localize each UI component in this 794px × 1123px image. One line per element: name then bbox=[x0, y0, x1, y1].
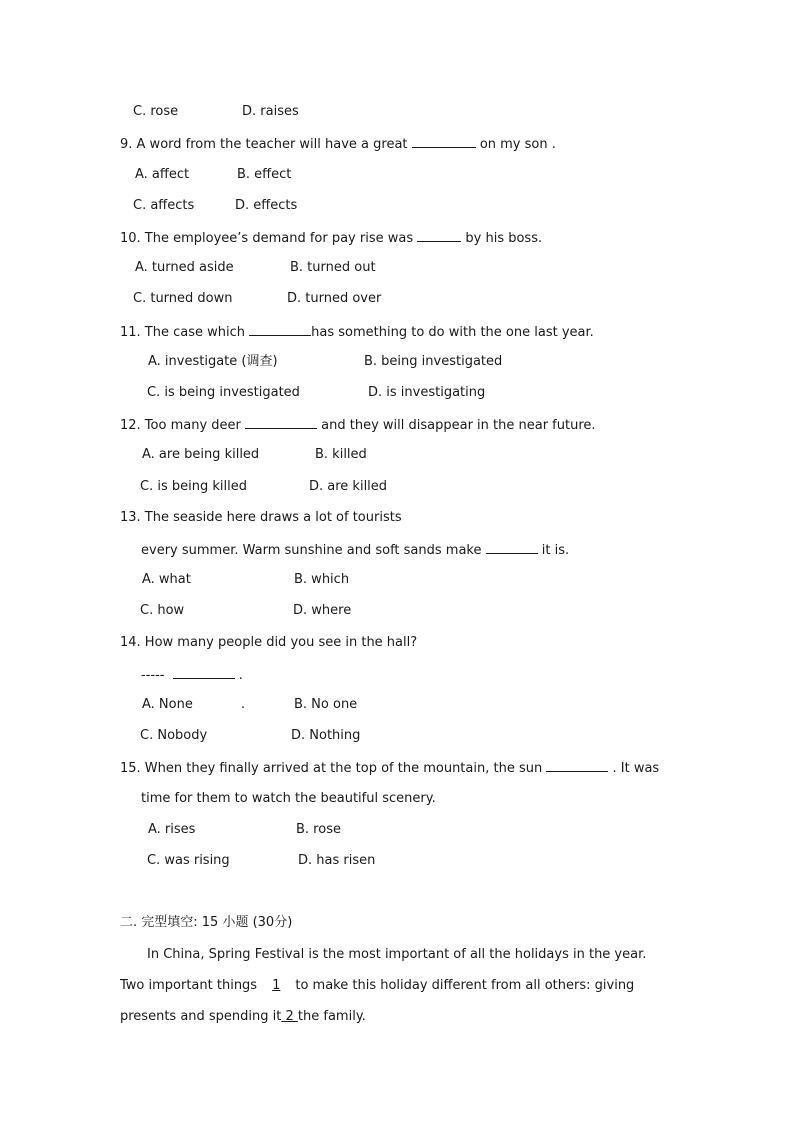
cloze-text-cont: to make this holiday different from all others: giving bbox=[295, 978, 635, 993]
q11-answer-blank[interactable] bbox=[249, 322, 311, 336]
q9-option-a: A. affect bbox=[135, 167, 190, 182]
q12-option-a: A. are being killed bbox=[142, 447, 260, 462]
q10-option-d: D. turned over bbox=[287, 291, 382, 306]
cloze-blank-1[interactable]: 1 bbox=[272, 978, 281, 993]
q15-option-c: C. was rising bbox=[147, 853, 230, 868]
q15-option-d: D. has risen bbox=[298, 853, 376, 868]
q10-option-b: B. turned out bbox=[290, 260, 376, 275]
q14-period: . bbox=[238, 668, 243, 683]
q8-option-d: D. raises bbox=[242, 104, 299, 119]
q10-stem-text-end: by his boss. bbox=[465, 231, 543, 246]
q15-option-a: A. rises bbox=[148, 822, 196, 837]
q11-stem-text: 11. The case which bbox=[120, 325, 246, 340]
q10-answer-blank[interactable] bbox=[417, 228, 461, 242]
q8-option-c: C. rose bbox=[133, 104, 179, 119]
q11-stem bbox=[120, 322, 594, 342]
q13-stem-line2 bbox=[141, 540, 569, 560]
q14-stem: 14. How many people did you see in the hall? bbox=[120, 635, 418, 650]
q14-option-b: B. No one bbox=[294, 697, 358, 712]
q12-answer-blank[interactable] bbox=[245, 415, 317, 429]
q10-option-a: A. turned aside bbox=[135, 260, 234, 275]
q13-option-c: C. how bbox=[140, 603, 185, 618]
q9-answer-blank[interactable] bbox=[412, 134, 476, 148]
q10-option-c: C. turned down bbox=[133, 291, 233, 306]
q9-stem-text: 9. A word from the teacher will have a great bbox=[120, 137, 408, 152]
q11-option-a: A. investigate (调查) bbox=[148, 354, 278, 369]
cloze-text-cont: the family. bbox=[297, 1009, 366, 1024]
q14-option-d: D. Nothing bbox=[291, 728, 361, 743]
q14-dashes: ----- bbox=[141, 668, 165, 683]
q12-option-d: D. are killed bbox=[309, 479, 388, 494]
q9-stem bbox=[120, 134, 556, 154]
q15-option-b: B. rose bbox=[296, 822, 341, 837]
q12-option-b: B. killed bbox=[315, 447, 367, 462]
q15-stem-line1 bbox=[120, 758, 659, 778]
q15-stem-text-end: . It was bbox=[612, 761, 660, 776]
q14-answer-line bbox=[141, 665, 243, 685]
section2-heading: 二. 完型填空: 15 小题 (30分) bbox=[120, 915, 293, 930]
q15-stem-line2: time for them to watch the beautiful scenery. bbox=[141, 791, 436, 806]
q15-answer-blank[interactable] bbox=[546, 758, 608, 772]
q14-answer-blank[interactable] bbox=[173, 665, 235, 679]
q12-option-c: C. is being killed bbox=[140, 479, 247, 494]
q14-option-c: C. Nobody bbox=[140, 728, 208, 743]
q11-option-b: B. being investigated bbox=[364, 354, 503, 369]
q10-stem-text: 10. The employee’s demand for pay rise was bbox=[120, 231, 414, 246]
q13-stem-text: every summer. Warm sunshine and soft sands make bbox=[141, 543, 482, 558]
q14-stray-dot: . bbox=[241, 697, 246, 712]
cloze-paragraph-line2 bbox=[120, 977, 634, 995]
cloze-paragraph-line3 bbox=[120, 1008, 366, 1026]
q13-option-a: A. what bbox=[142, 572, 191, 587]
cloze-paragraph-line1: In China, Spring Festival is the most important of all the holidays in the year. bbox=[147, 947, 647, 962]
q12-stem-text-end: and they will disappear in the near future. bbox=[321, 418, 596, 433]
q14-option-a: A. None bbox=[142, 697, 193, 712]
q15-stem-text: 15. When they finally arrived at the top of the mountain, the sun bbox=[120, 761, 543, 776]
q9-option-c: C. affects bbox=[133, 198, 195, 213]
q13-stem-text-end: it is. bbox=[541, 543, 570, 558]
q13-stem-line1: 13. The seaside here draws a lot of tourists bbox=[120, 510, 402, 525]
q13-option-d: D. where bbox=[293, 603, 352, 618]
q10-stem bbox=[120, 228, 542, 248]
cloze-text: presents and spending it bbox=[120, 1009, 282, 1024]
q11-option-c: C. is being investigated bbox=[147, 385, 300, 400]
q9-option-b: B. effect bbox=[237, 167, 292, 182]
q12-stem bbox=[120, 415, 596, 435]
q13-answer-blank[interactable] bbox=[486, 540, 538, 554]
q12-stem-text: 12. Too many deer bbox=[120, 418, 241, 433]
q11-stem-text-end: has something to do with the one last year. bbox=[311, 325, 594, 340]
q9-stem-text-end: on my son . bbox=[479, 137, 556, 152]
cloze-text: Two important things bbox=[120, 978, 258, 993]
cloze-blank-2[interactable]: 2 bbox=[281, 1009, 298, 1024]
q13-option-b: B. which bbox=[294, 572, 350, 587]
q9-option-d: D. effects bbox=[235, 198, 298, 213]
q11-option-d: D. is investigating bbox=[368, 385, 486, 400]
